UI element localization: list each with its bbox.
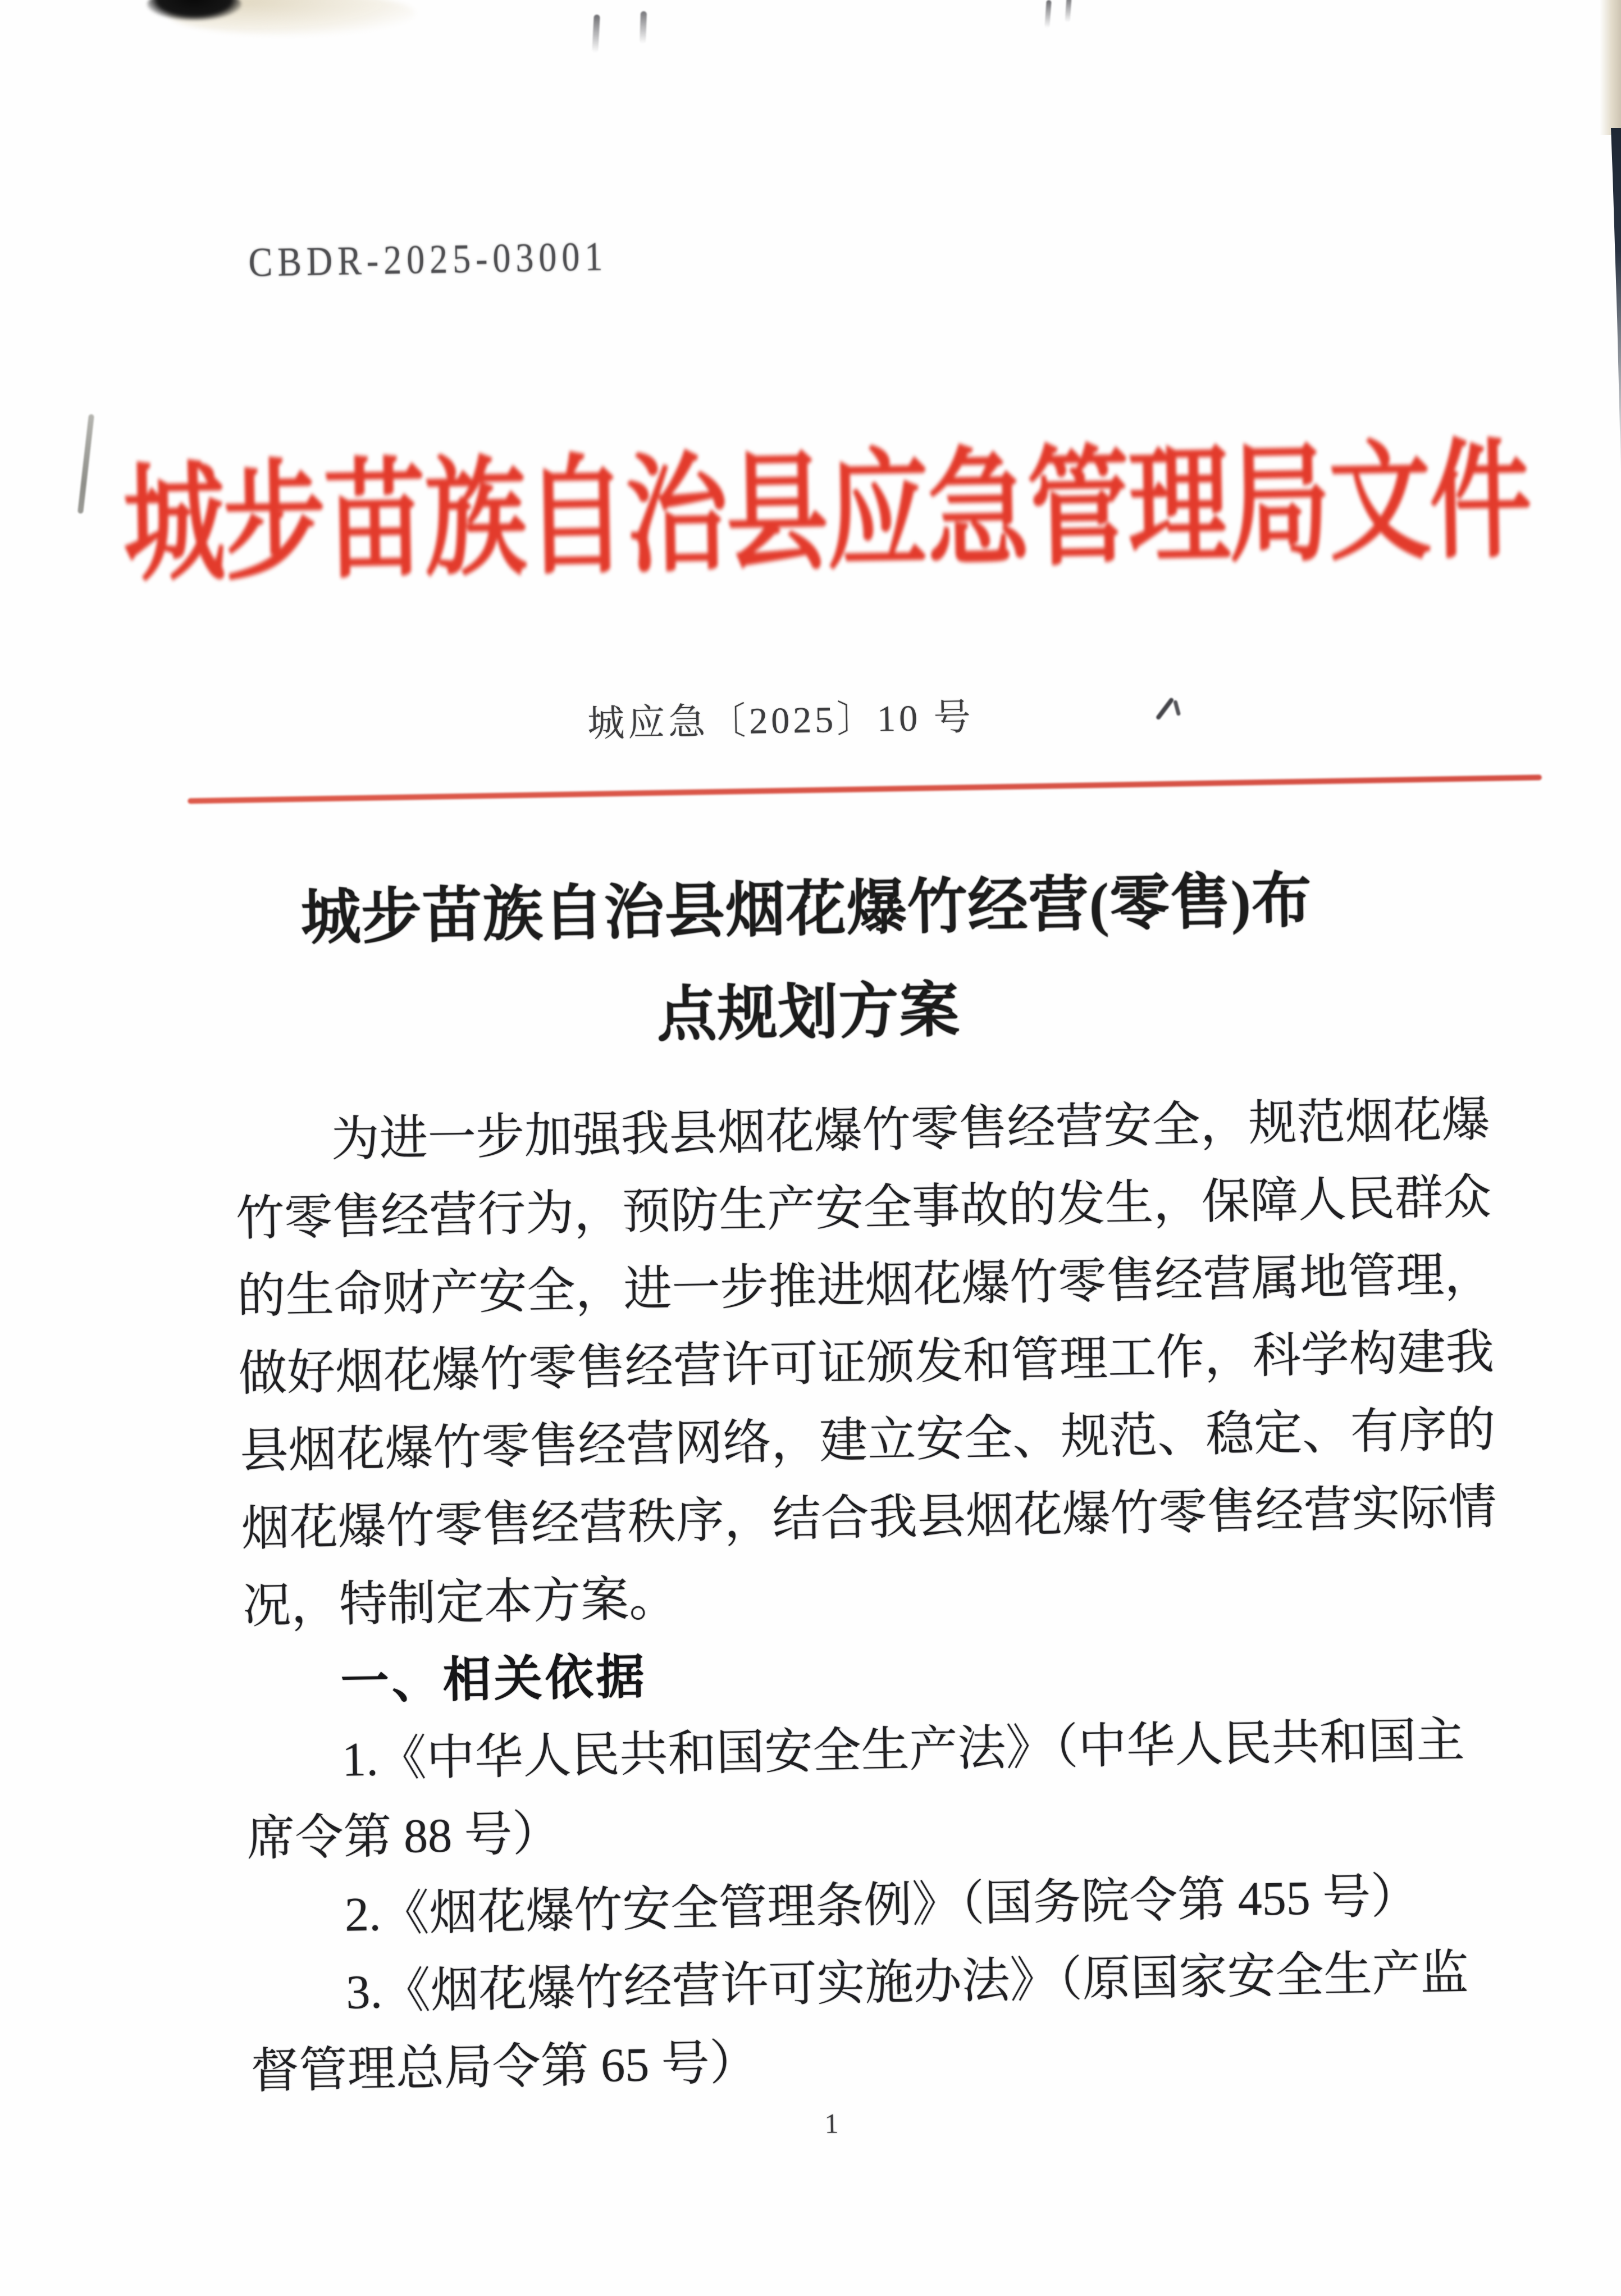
page-number: 1 xyxy=(824,2107,839,2139)
document-body xyxy=(234,1082,1497,2110)
scan-mark xyxy=(640,11,647,44)
body-line: 竹零售经营行为，预防生产安全事故的发生，保障人民群众 xyxy=(235,1169,1492,1246)
pen-stroke xyxy=(1173,700,1181,716)
body-line: 烟花爆竹零售经营秩序，结合我县烟花爆竹零售经营实际情 xyxy=(241,1479,1497,1556)
body-line: 做好烟花爆竹零售经营许可证颁发和管理工作，科学构建我 xyxy=(238,1324,1495,1401)
reference-line: 2.《烟花爆竹安全管理条例》（国务院令第 455 号） xyxy=(344,1869,1419,1942)
pen-check-mark xyxy=(1152,694,1186,728)
document-title-line-1: 城步苗族自治县烟花爆竹经营(零售)布 xyxy=(300,868,1313,952)
body-line: 况，特制定本方案。 xyxy=(242,1571,678,1633)
document-issue-number: 城应急〔2025〕10 号 xyxy=(587,696,975,745)
section-heading: 一、相关依据 xyxy=(340,1650,648,1709)
page-edge-shadow-top xyxy=(1600,0,1621,135)
reference-line: 3.《烟花爆竹经营许可实施办法》（原国家安全生产监 xyxy=(345,1945,1469,2019)
red-separator-rule xyxy=(188,775,1542,804)
red-letterhead-agency-title: 城步苗族自治县应急管理局文件 xyxy=(122,430,1532,598)
body-line: 为进一步加强我县烟花爆竹零售经营安全，规范烟花爆 xyxy=(330,1092,1491,1167)
pen-stroke xyxy=(1156,697,1175,721)
body-line: 的生命财产安全，进一步推进烟花爆竹零售经营属地管理， xyxy=(236,1247,1494,1323)
document-title xyxy=(0,844,1619,1079)
body-line: 县烟花爆竹零售经营网络，建立安全、规范、稳定、有序的 xyxy=(239,1402,1496,1478)
document-reference-code: CBDR-2025-03001 xyxy=(248,233,609,286)
document-title-line-2: 点规划方案 xyxy=(656,977,961,1049)
reference-line: 席令第 88 号） xyxy=(246,1806,561,1866)
reference-line: 1.《中华人民共和国安全生产法》（中华人民共和国主 xyxy=(341,1712,1465,1787)
reference-line: 督管理总局令第 65 号） xyxy=(250,2035,759,2098)
